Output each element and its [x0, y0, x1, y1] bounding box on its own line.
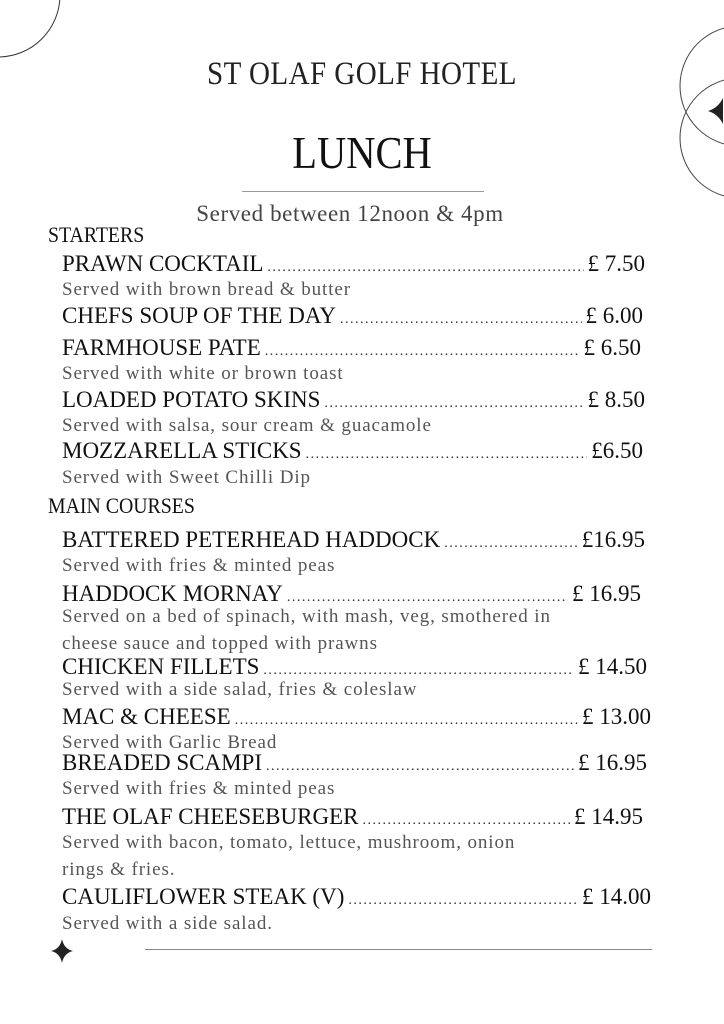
hotel-name: ST OLAF GOLF HOTEL — [207, 56, 517, 92]
dot-leader — [265, 344, 580, 360]
item-price: £ 14.95 — [574, 804, 643, 829]
item-price: £ 8.50 — [587, 387, 645, 412]
item-description: Served with Sweet Chilli Dip — [62, 467, 311, 488]
section-heading: STARTERS — [48, 222, 145, 247]
dot-leader — [362, 813, 570, 829]
menu-item — [62, 704, 651, 730]
dot-leader — [287, 590, 568, 606]
dot-leader — [235, 713, 578, 729]
section-heading: MAIN COURSES — [48, 493, 195, 518]
dot-leader — [266, 759, 574, 775]
item-price: £ 14.50 — [578, 654, 647, 679]
menu-item — [62, 527, 645, 553]
menu-item — [62, 387, 645, 413]
menu-item — [62, 804, 643, 830]
dot-leader — [306, 447, 588, 463]
item-description: cheese sauce and topped with prawns — [62, 633, 378, 654]
item-description: Served with fries & minted peas — [62, 555, 336, 576]
item-description: Served with fries & minted peas — [62, 778, 336, 799]
item-description: Served with Garlic Bread — [62, 732, 278, 753]
item-description: Served with salsa, sour cream & guacamole — [62, 415, 432, 436]
item-name: CHEFS SOUP OF THE DAY — [62, 303, 336, 328]
item-description: Served on a bed of spinach, with mash, veg, smothered in — [62, 606, 551, 627]
item-name: CAULIFLOWER STEAK (V) — [62, 884, 345, 909]
corner-arc-top-left — [0, 0, 60, 57]
menu-item — [62, 335, 641, 361]
divider — [242, 191, 484, 192]
sparkle-icon — [708, 98, 723, 124]
item-name: BREADED SCAMPI — [62, 750, 263, 775]
dot-leader — [444, 536, 578, 552]
item-price: £ 7.50 — [587, 251, 645, 276]
menu-item — [62, 654, 647, 680]
item-price: £ 6.50 — [583, 335, 641, 360]
item-description: Served with a side salad. — [62, 913, 273, 934]
dot-leader — [340, 312, 582, 328]
menu-title: LUNCH — [292, 127, 432, 178]
serving-times: Served between 12noon & 4pm — [196, 201, 504, 226]
item-name: LOADED POTATO SKINS — [62, 387, 321, 412]
item-price: £6.50 — [591, 438, 643, 463]
item-name: FARMHOUSE PATE — [62, 335, 261, 360]
item-price: £ 13.00 — [582, 704, 651, 729]
item-description: rings & fries. — [62, 859, 176, 880]
item-description: Served with bacon, tomato, lettuce, mushroom, onion — [62, 832, 516, 853]
item-price: £16.95 — [581, 527, 645, 552]
item-price: £ 16.95 — [578, 750, 647, 775]
item-description: Served with white or brown toast — [62, 363, 344, 384]
item-price: £ 16.95 — [572, 581, 641, 606]
dot-leader — [263, 663, 574, 679]
dot-leader — [348, 893, 578, 909]
menu-item — [62, 884, 651, 910]
item-description: Served with brown bread & butter — [62, 279, 351, 300]
menu-item — [62, 303, 643, 329]
menu-item — [62, 438, 643, 464]
divider — [145, 949, 652, 950]
item-price: £ 14.00 — [582, 884, 651, 909]
item-description: Served with a side salad, fries & coleslaw — [62, 679, 418, 700]
item-name: THE OLAF CHEESEBURGER — [62, 804, 359, 829]
dot-leader — [267, 260, 583, 276]
menu-item — [62, 251, 645, 277]
dot-leader — [324, 396, 583, 412]
item-name: BATTERED PETERHEAD HADDOCK — [62, 527, 441, 552]
item-name: HADDOCK MORNAY — [62, 581, 283, 606]
item-price: £ 6.00 — [585, 303, 643, 328]
menu-item — [62, 750, 647, 776]
sparkle-icon — [51, 939, 73, 963]
item-name: MOZZARELLA STICKS — [62, 438, 302, 463]
item-name: MAC & CHEESE — [62, 704, 231, 729]
item-name: CHICKEN FILLETS — [62, 654, 260, 679]
menu-item — [62, 581, 641, 607]
item-name: PRAWN COCKTAIL — [62, 251, 264, 276]
